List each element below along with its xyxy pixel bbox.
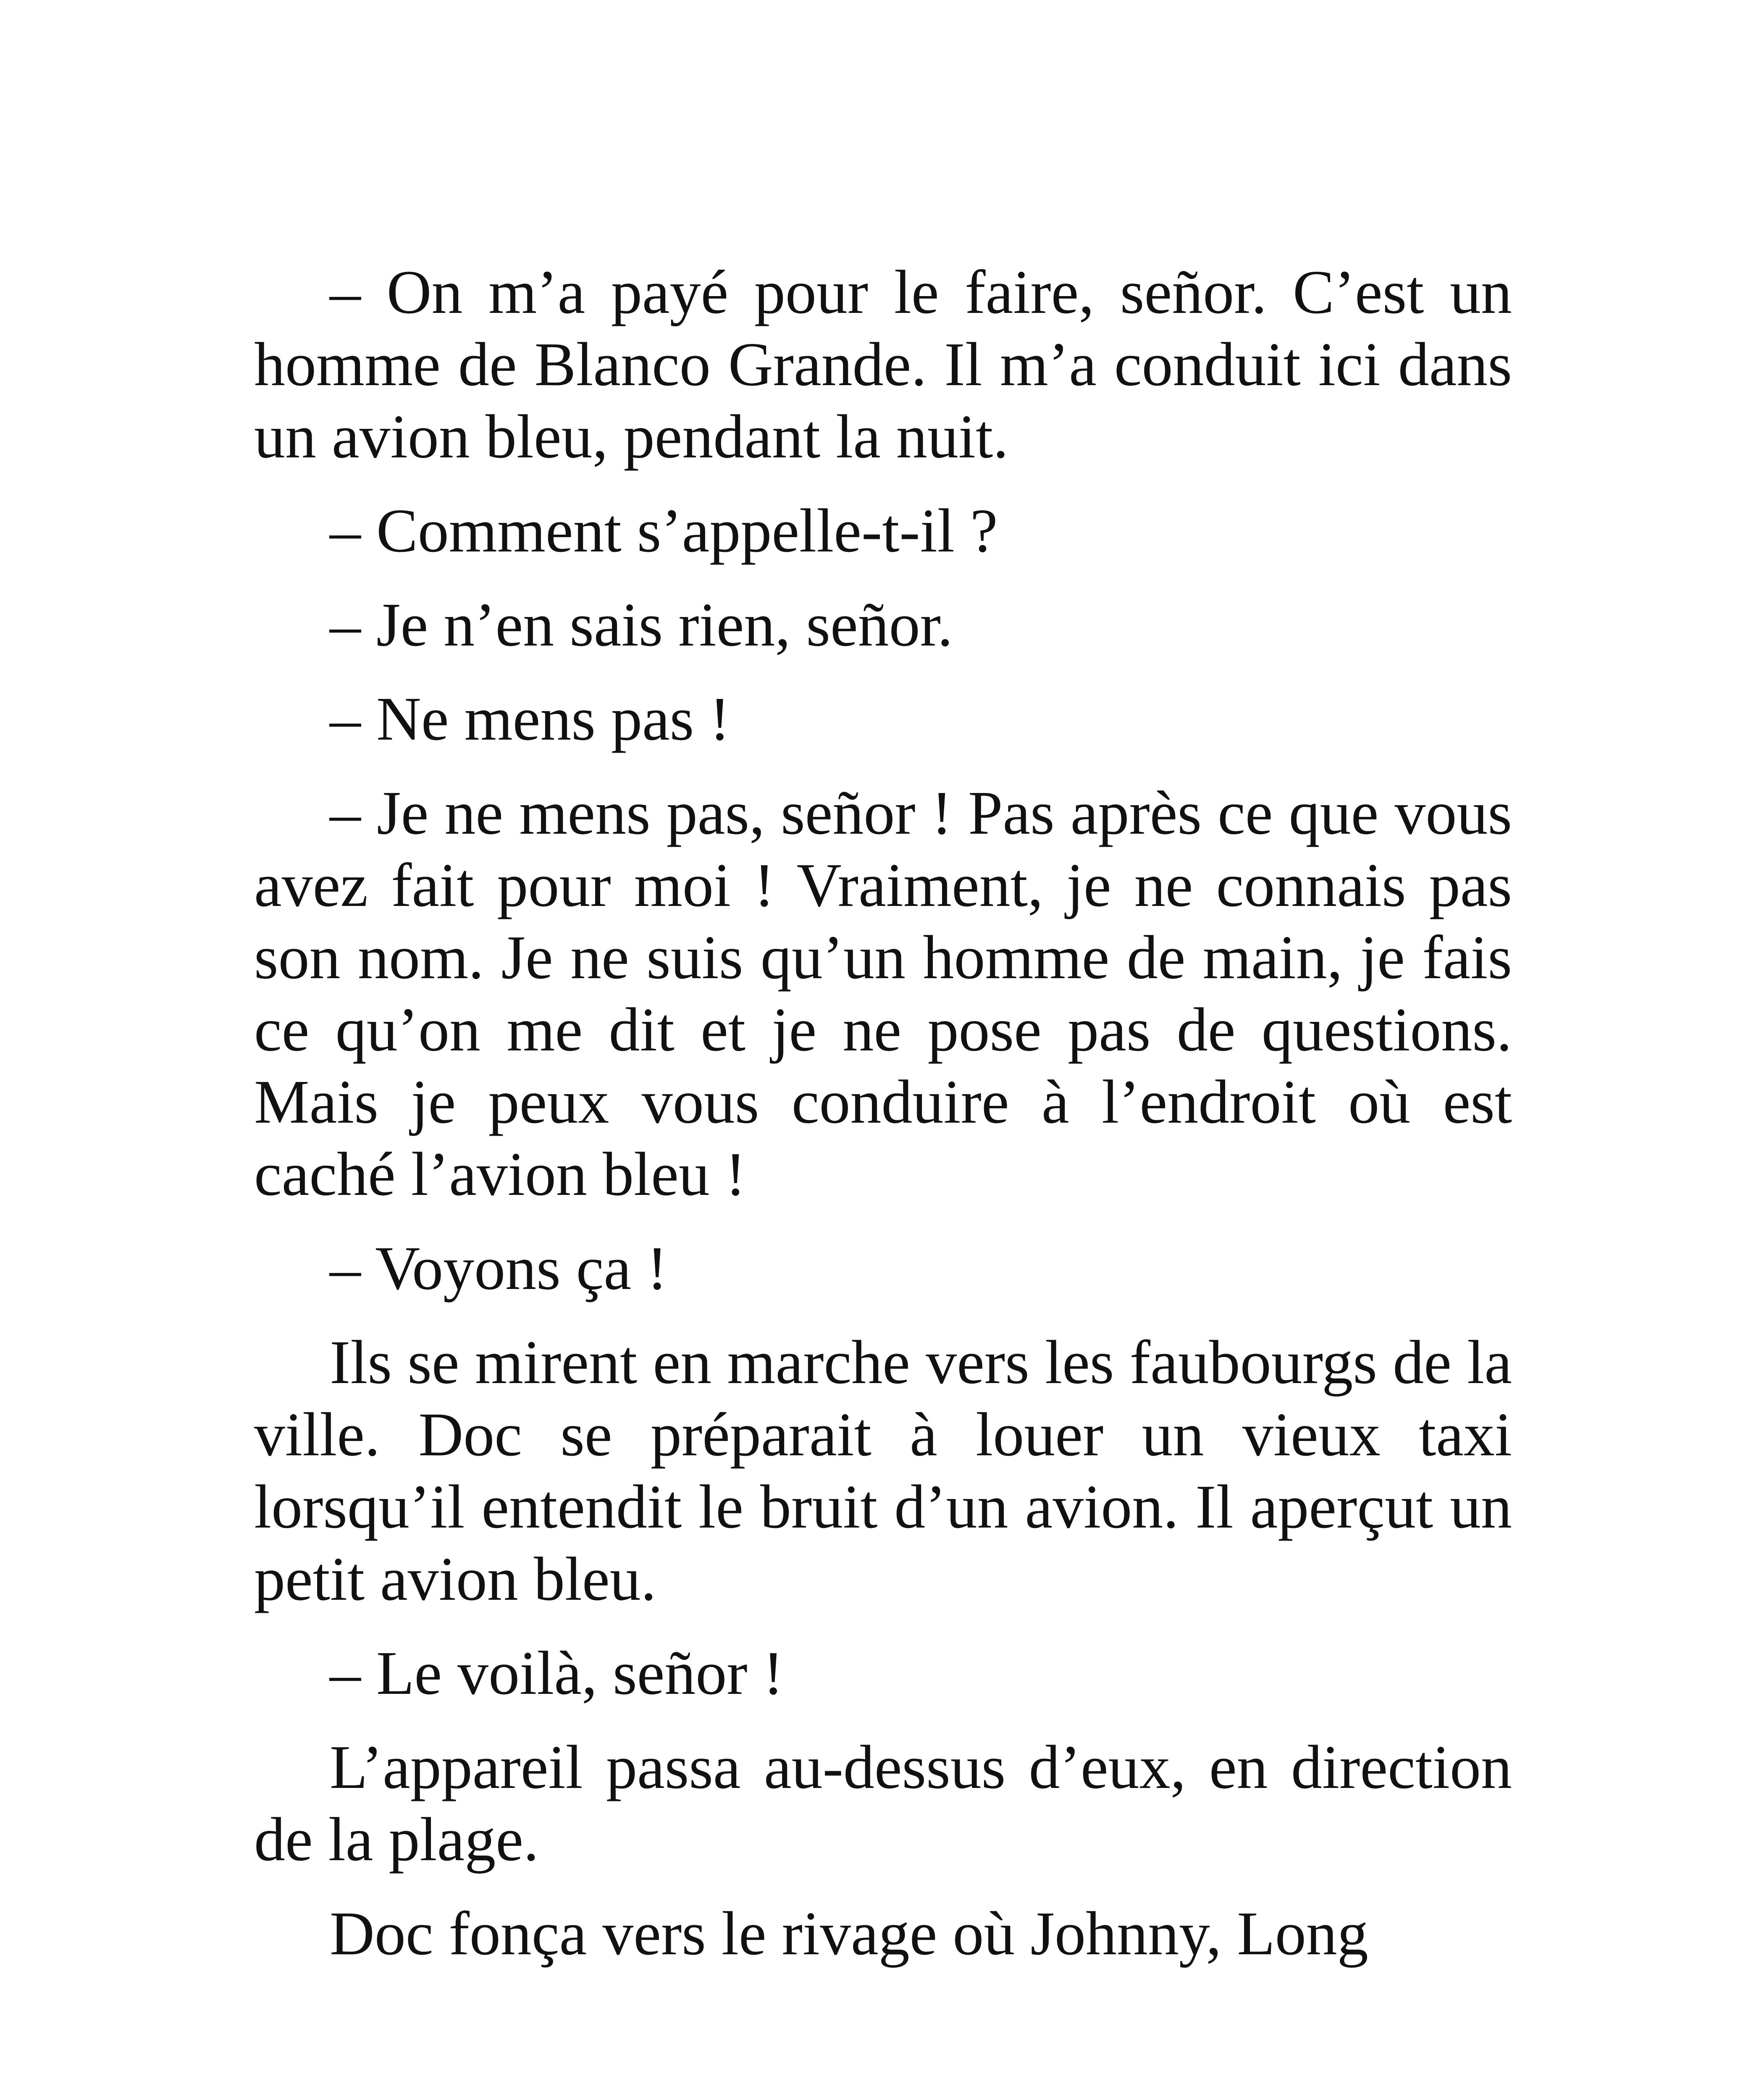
paragraph: Doc fonça vers le rivage où Johnny, Long [330, 1899, 1368, 1968]
paragraph: – Je ne mens pas, señor ! Pas après ce que vous avez fait pour moi ! Vraiment, je ne connais pas son nom. Je ne suis qu’un homme de main, je fais ce qu’on me dit et je ne pose pas de questions. Mais je peux vous conduire à l’endroit où est caché l’avion bleu ! [254, 779, 1512, 1209]
paragraph: – Ne mens pas ! [330, 685, 730, 753]
paragraph: Ils se mirent en marche vers les faubourgs de la ville. Doc se préparait à louer un vieux taxi lorsqu’il entendit le bruit d’un avion. Il aperçut un petit avion bleu. [254, 1328, 1512, 1614]
paragraph: – Voyons ça ! [330, 1234, 668, 1303]
paragraph: – Comment s’appelle-t-il ? [330, 496, 998, 565]
paragraph: – On m’a payé pour le faire, señor. C’est un homme de Blanco Grande. Il m’a conduit ici dans un avion bleu, pendant la nuit. [254, 258, 1512, 471]
paragraph: – Je n’en sais rien, señor. [330, 591, 953, 659]
paragraph: – Le voilà, señor ! [330, 1639, 784, 1708]
body-text [254, 256, 1512, 1992]
paragraph: L’appareil passa au-dessus d’eux, en direction de la plage. [254, 1733, 1512, 1874]
